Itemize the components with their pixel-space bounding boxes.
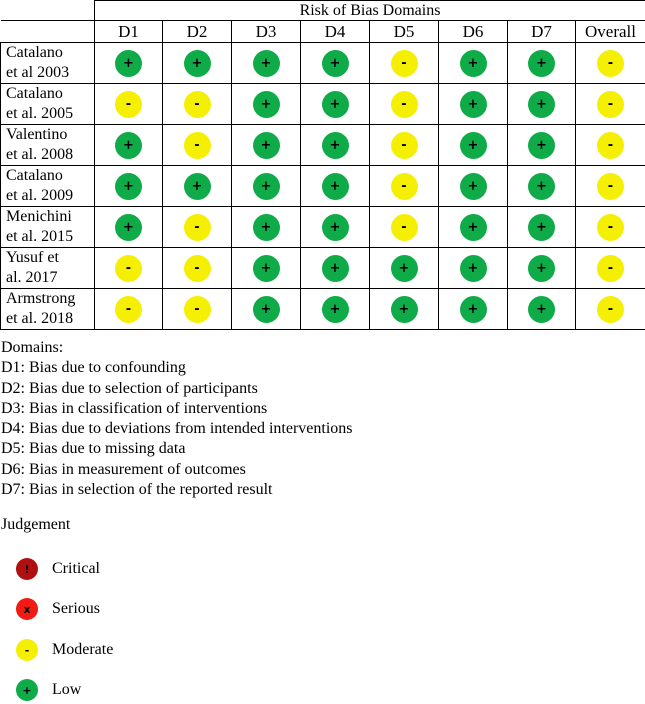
judgement-cell [439, 207, 508, 248]
judgement-cell [576, 43, 645, 84]
judgement-cell [301, 125, 370, 166]
judgement-cell [163, 43, 232, 84]
domains-heading: Domains: [1, 339, 64, 356]
domain-header-d1: D1 [95, 21, 163, 43]
table-row [1, 125, 645, 166]
study-name-line2: et al. 2009 [6, 187, 74, 204]
judgement-cell [232, 166, 301, 207]
low-risk-icon: + [322, 214, 349, 241]
serious-icon: x [16, 598, 38, 620]
judgement-cell [95, 84, 163, 125]
study-name-line1: Catalano [6, 85, 63, 102]
judgement-cell [370, 84, 439, 125]
domains-legend [0, 338, 645, 500]
domain-header-d7: D7 [508, 21, 576, 43]
judgement-cell [370, 207, 439, 248]
judgement-cell [370, 289, 439, 330]
judgement-low [16, 679, 81, 701]
low-risk-icon: + [391, 255, 418, 282]
moderate-risk-icon: - [597, 91, 624, 118]
judgement-cell [508, 207, 576, 248]
domain-header-d3: D3 [232, 21, 301, 43]
low-risk-icon: + [322, 132, 349, 159]
low-risk-icon: + [460, 91, 487, 118]
study-name [1, 248, 95, 289]
judgement-critical [16, 558, 100, 580]
low-risk-icon: + [322, 296, 349, 323]
study-name [1, 125, 95, 166]
judgement-cell [232, 125, 301, 166]
judgement-label: Low [52, 681, 82, 698]
domain-header-d6: D6 [439, 21, 508, 43]
study-name [1, 207, 95, 248]
low-risk-icon: + [115, 50, 142, 77]
moderate-risk-icon: - [597, 296, 624, 323]
domain-item: D7: Bias in selection of the reported result [1, 481, 273, 499]
judgement-cell [232, 207, 301, 248]
low-risk-icon: + [528, 214, 555, 241]
judgement-cell [301, 207, 370, 248]
study-name [1, 84, 95, 125]
moderate-risk-icon: - [115, 91, 142, 118]
low-risk-icon: + [115, 214, 142, 241]
judgement-label: Critical [52, 560, 100, 577]
table-title: Risk of Bias Domains [95, 1, 645, 21]
judgement-cell [232, 289, 301, 330]
judgement-cell [576, 207, 645, 248]
judgement-cell [508, 289, 576, 330]
judgement-cell [95, 248, 163, 289]
judgement-cell [439, 43, 508, 84]
study-name-line1: Yusuf et [6, 249, 59, 266]
judgement-cell [163, 289, 232, 330]
table-row [1, 248, 645, 289]
judgement-cell [508, 84, 576, 125]
judgement-cell [576, 248, 645, 289]
judgement-cell [370, 125, 439, 166]
low-risk-icon: + [115, 173, 142, 200]
judgement-cell [163, 166, 232, 207]
moderate-risk-icon: - [184, 91, 211, 118]
moderate-risk-icon: - [115, 255, 142, 282]
judgement-cell [301, 289, 370, 330]
critical-icon: ! [16, 558, 38, 580]
study-name-line2: al. 2017 [6, 269, 58, 286]
low-risk-icon: + [253, 255, 280, 282]
low-risk-icon: + [460, 50, 487, 77]
judgement-label: Serious [52, 600, 100, 617]
judgement-cell [95, 207, 163, 248]
study-name-line2: et al. 2008 [6, 146, 74, 163]
low-risk-icon: + [528, 50, 555, 77]
moderate-risk-icon: - [184, 296, 211, 323]
moderate-icon: - [16, 639, 38, 661]
judgement-cell [95, 125, 163, 166]
judgement-cell [301, 43, 370, 84]
low-risk-icon: + [322, 173, 349, 200]
study-name-line1: Menichini [6, 208, 72, 225]
study-name [1, 43, 95, 84]
table-body [1, 43, 645, 330]
low-risk-icon: + [460, 173, 487, 200]
table-row [1, 84, 645, 125]
judgement-cell [163, 84, 232, 125]
domain-item: D6: Bias in measurement of outcomes [1, 460, 246, 478]
judgement-cell [232, 84, 301, 125]
moderate-risk-icon: - [391, 173, 418, 200]
low-risk-icon: + [115, 132, 142, 159]
low-risk-icon: + [391, 296, 418, 323]
study-name-line2: et al. 2018 [6, 310, 74, 327]
table-row [1, 166, 645, 207]
judgement-cell [439, 125, 508, 166]
judgement-cell [508, 166, 576, 207]
judgement-cell [95, 289, 163, 330]
domain-item: D2: Bias due to selection of participants [1, 379, 258, 397]
judgement-cell [576, 166, 645, 207]
judgement-moderate [16, 639, 113, 661]
judgement-cell [508, 43, 576, 84]
moderate-risk-icon: - [597, 173, 624, 200]
moderate-risk-icon: - [184, 214, 211, 241]
moderate-risk-icon: - [597, 255, 624, 282]
moderate-risk-icon: - [597, 132, 624, 159]
low-risk-icon: + [184, 173, 211, 200]
corner-cell [1, 1, 95, 21]
moderate-risk-icon: - [391, 50, 418, 77]
table-row [1, 43, 645, 84]
low-risk-icon: + [253, 173, 280, 200]
low-risk-icon: + [460, 255, 487, 282]
moderate-risk-icon: - [115, 296, 142, 323]
low-risk-icon: + [253, 214, 280, 241]
low-risk-icon: + [528, 173, 555, 200]
study-name-line1: Armstrong [6, 290, 76, 307]
low-risk-icon: + [184, 50, 211, 77]
domain-header-row [1, 21, 645, 43]
low-risk-icon: + [322, 50, 349, 77]
low-risk-icon: + [322, 91, 349, 118]
study-name [1, 289, 95, 330]
judgement-cell [370, 248, 439, 289]
judgement-cell [163, 125, 232, 166]
judgement-cell [301, 84, 370, 125]
domain-item: D1: Bias due to confounding [1, 359, 186, 377]
judgement-cell [370, 166, 439, 207]
judgement-cell [163, 248, 232, 289]
domain-item: D3: Bias in classification of interventions [1, 399, 268, 417]
domain-header-overall: Overall [576, 21, 645, 43]
study-name-line2: et al. 2015 [6, 228, 74, 245]
judgement-cell [232, 43, 301, 84]
judgement-cell [301, 248, 370, 289]
study-name-line2: et al. 2005 [6, 105, 74, 122]
low-risk-icon: + [253, 91, 280, 118]
moderate-risk-icon: - [391, 214, 418, 241]
judgement-cell [439, 84, 508, 125]
domain-item: D5: Bias due to missing data [1, 440, 186, 458]
header-blank [1, 21, 95, 43]
low-icon: + [16, 679, 38, 701]
low-risk-icon: + [528, 255, 555, 282]
low-risk-icon: + [253, 50, 280, 77]
moderate-risk-icon: - [184, 255, 211, 282]
judgement-cell [439, 166, 508, 207]
moderate-risk-icon: - [391, 91, 418, 118]
judgement-cell [508, 248, 576, 289]
judgement-label: Moderate [52, 641, 114, 658]
judgement-cell [95, 166, 163, 207]
low-risk-icon: + [528, 132, 555, 159]
domain-header-d2: D2 [163, 21, 232, 43]
moderate-risk-icon: - [597, 214, 624, 241]
table-row [1, 207, 645, 248]
low-risk-icon: + [460, 132, 487, 159]
study-name-line1: Valentino [6, 126, 68, 143]
judgement-cell [439, 289, 508, 330]
low-risk-icon: + [460, 214, 487, 241]
low-risk-icon: + [322, 255, 349, 282]
judgement-cell [439, 248, 508, 289]
judgement-cell [576, 84, 645, 125]
judgement-cell [370, 43, 439, 84]
judgement-heading: Judgement [1, 516, 71, 533]
low-risk-icon: + [460, 296, 487, 323]
table-row [1, 289, 645, 330]
low-risk-icon: + [528, 91, 555, 118]
low-risk-icon: + [528, 296, 555, 323]
judgement-serious [16, 598, 100, 620]
judgement-cell [576, 125, 645, 166]
moderate-risk-icon: - [184, 132, 211, 159]
moderate-risk-icon: - [597, 50, 624, 77]
judgement-cell [576, 289, 645, 330]
risk-of-bias-table [0, 0, 645, 330]
judgement-cell [508, 125, 576, 166]
domain-header-d5: D5 [370, 21, 439, 43]
study-name-line2: et al 2003 [6, 64, 70, 81]
judgement-cell [163, 207, 232, 248]
low-risk-icon: + [253, 296, 280, 323]
study-name-line1: Catalano [6, 44, 63, 61]
low-risk-icon: + [253, 132, 280, 159]
moderate-risk-icon: - [391, 132, 418, 159]
study-name [1, 166, 95, 207]
judgement-cell [95, 43, 163, 84]
domain-item: D4: Bias due to deviations from intended interventions [1, 420, 353, 438]
judgement-cell [232, 248, 301, 289]
study-name-line1: Catalano [6, 167, 63, 184]
domain-header-d4: D4 [301, 21, 370, 43]
judgement-cell [301, 166, 370, 207]
